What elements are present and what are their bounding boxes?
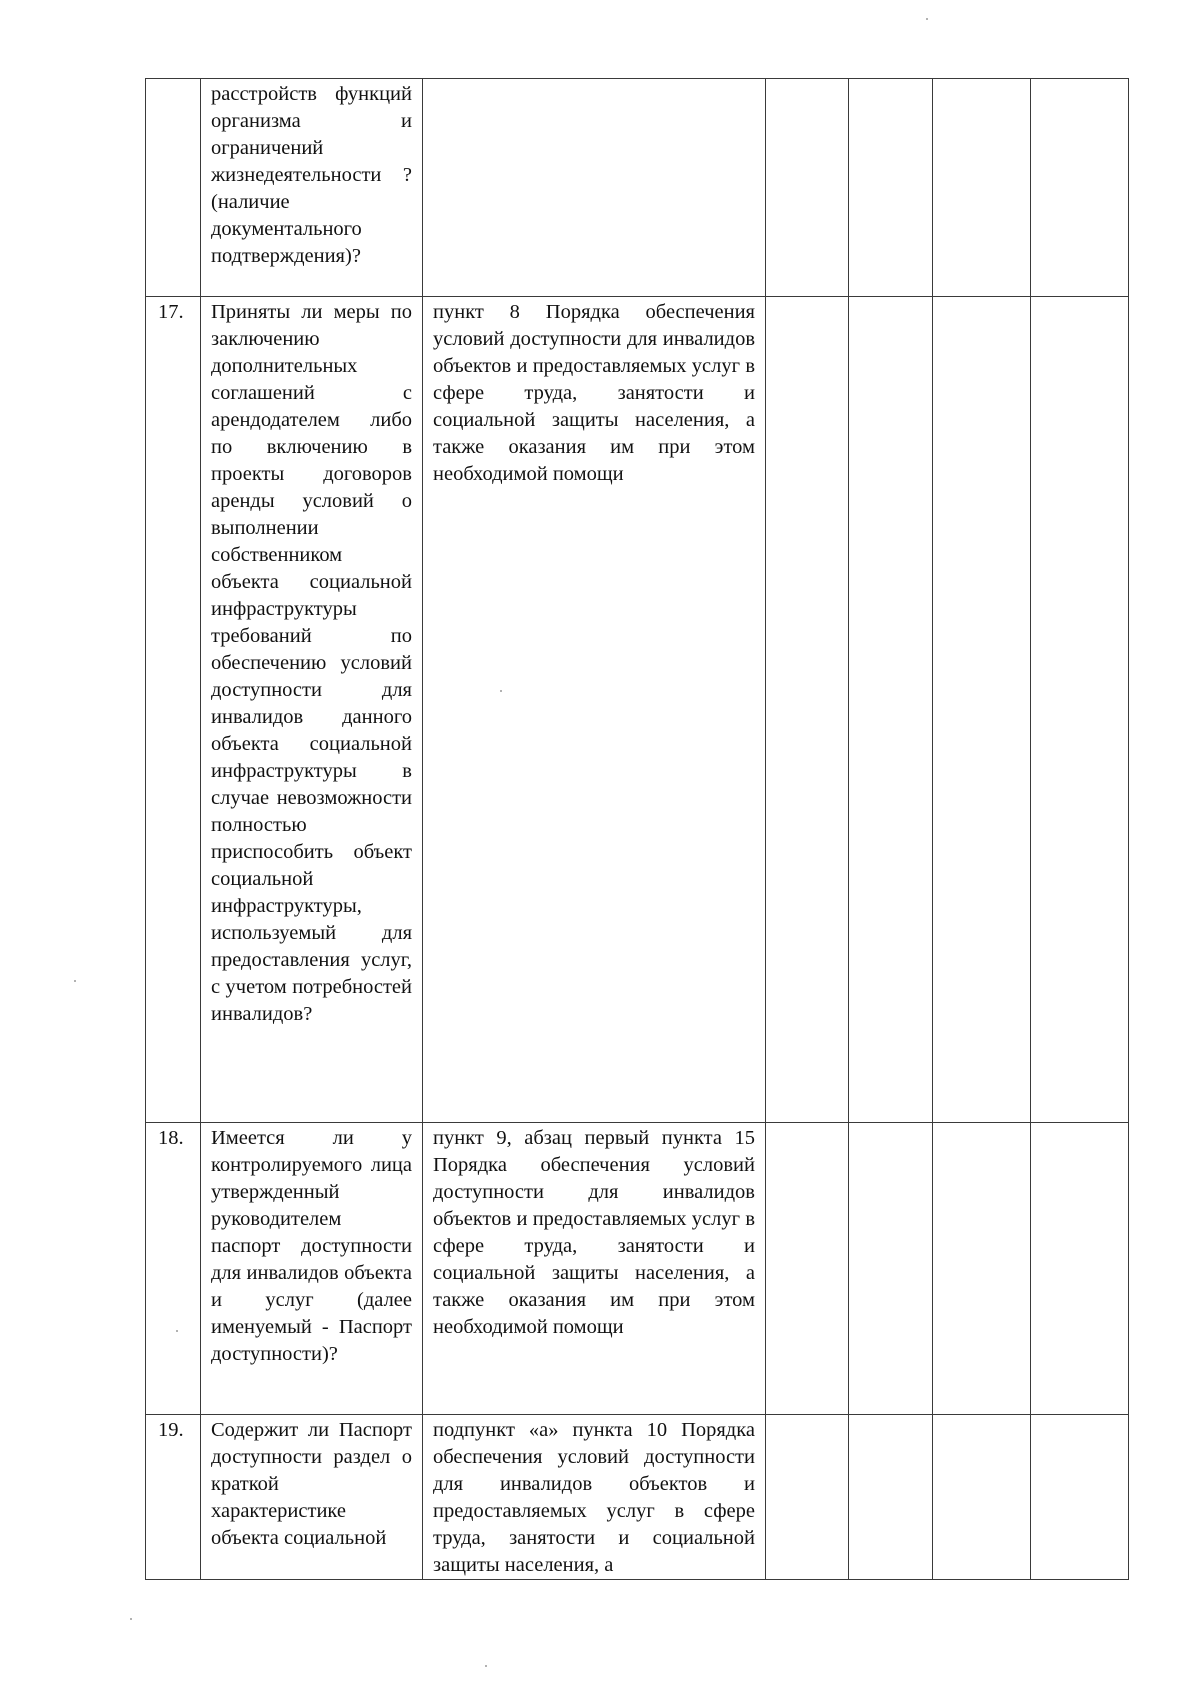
question-cell [201, 1415, 423, 1580]
reference-text: пункт 8 Порядка обеспечения условий доступности для инвалидов объектов и предоставляемых услуг в сфере труда, занятости и социальной защиты населения, а также оказания им при этом необходимой помощи [433, 301, 755, 485]
row-number: 17. [146, 297, 201, 1123]
scan-speck [500, 690, 502, 692]
note-cell [1031, 297, 1129, 1123]
row-number [146, 79, 201, 297]
checklist-table [145, 78, 1129, 1580]
answer-yes-cell [766, 1415, 849, 1580]
row-number: 19. [146, 1415, 201, 1580]
reference-cell [423, 1123, 766, 1415]
question-cell [201, 1123, 423, 1415]
answer-no-cell [849, 79, 933, 297]
answer-no-cell [849, 1415, 933, 1580]
answer-na-cell [933, 1415, 1031, 1580]
scan-speck [176, 1330, 178, 1332]
reference-cell [423, 1415, 766, 1580]
answer-na-cell [933, 1123, 1031, 1415]
reference-text: подпункт «а» пункта 10 Порядка обеспечения условий доступности для инвалидов объектов и предоставляемых услуг в сфере труда, занятости и социальной защиты населения, а [433, 1419, 755, 1576]
reference-cell [423, 79, 766, 297]
reference-text: пункт 9, абзац первый пункта 15 Порядка обеспечения условий доступности для инвалидов объектов и предоставляемых услуг в сфере труда, занятости и социальной защиты населения, а также оказания им при этом необходимой помощи [433, 1127, 755, 1338]
question-text: Приняты ли меры по заключению дополнительных соглашений с арендодателем либо по включению в проекты договоров аренды условий о выполнении собственником объекта социальной инфраструктуры требований по обеспечению условий доступности для инвалидов данного объекта социальной инфраструктуры в случае невозможности полностью приспособить объект социальной инфраструктуры, используемый для предоставления услуг, с учетом потребностей инвалидов? [211, 301, 412, 1025]
scan-speck [74, 980, 76, 982]
answer-yes-cell [766, 79, 849, 297]
note-cell [1031, 1415, 1129, 1580]
row-number: 18. [146, 1123, 201, 1415]
note-cell [1031, 1123, 1129, 1415]
answer-no-cell [849, 1123, 933, 1415]
scan-speck [130, 1618, 132, 1620]
answer-na-cell [933, 297, 1031, 1123]
scan-speck [926, 18, 928, 20]
answer-no-cell [849, 297, 933, 1123]
note-cell [1031, 79, 1129, 297]
question-text: Содержит ли Паспорт доступности раздел о краткой характеристике объекта социальной [211, 1419, 412, 1549]
question-text: Имеется ли у контролируемого лица утвержденный руководителем паспорт доступности для инвалидов объекта и услуг (далее именуемый - Паспорт доступности)? [211, 1127, 412, 1365]
scan-speck [485, 1665, 487, 1667]
table-row [146, 297, 1129, 1123]
table-row [146, 1123, 1129, 1415]
question-text: расстройств функций организма и ограничений жизнедеятельности ? (наличие документального подтверждения)? [211, 83, 412, 267]
answer-yes-cell [766, 297, 849, 1123]
table-row [146, 1415, 1129, 1580]
question-cell [201, 79, 423, 297]
answer-yes-cell [766, 1123, 849, 1415]
question-cell [201, 297, 423, 1123]
table-row [146, 79, 1129, 297]
reference-cell [423, 297, 766, 1123]
answer-na-cell [933, 79, 1031, 297]
